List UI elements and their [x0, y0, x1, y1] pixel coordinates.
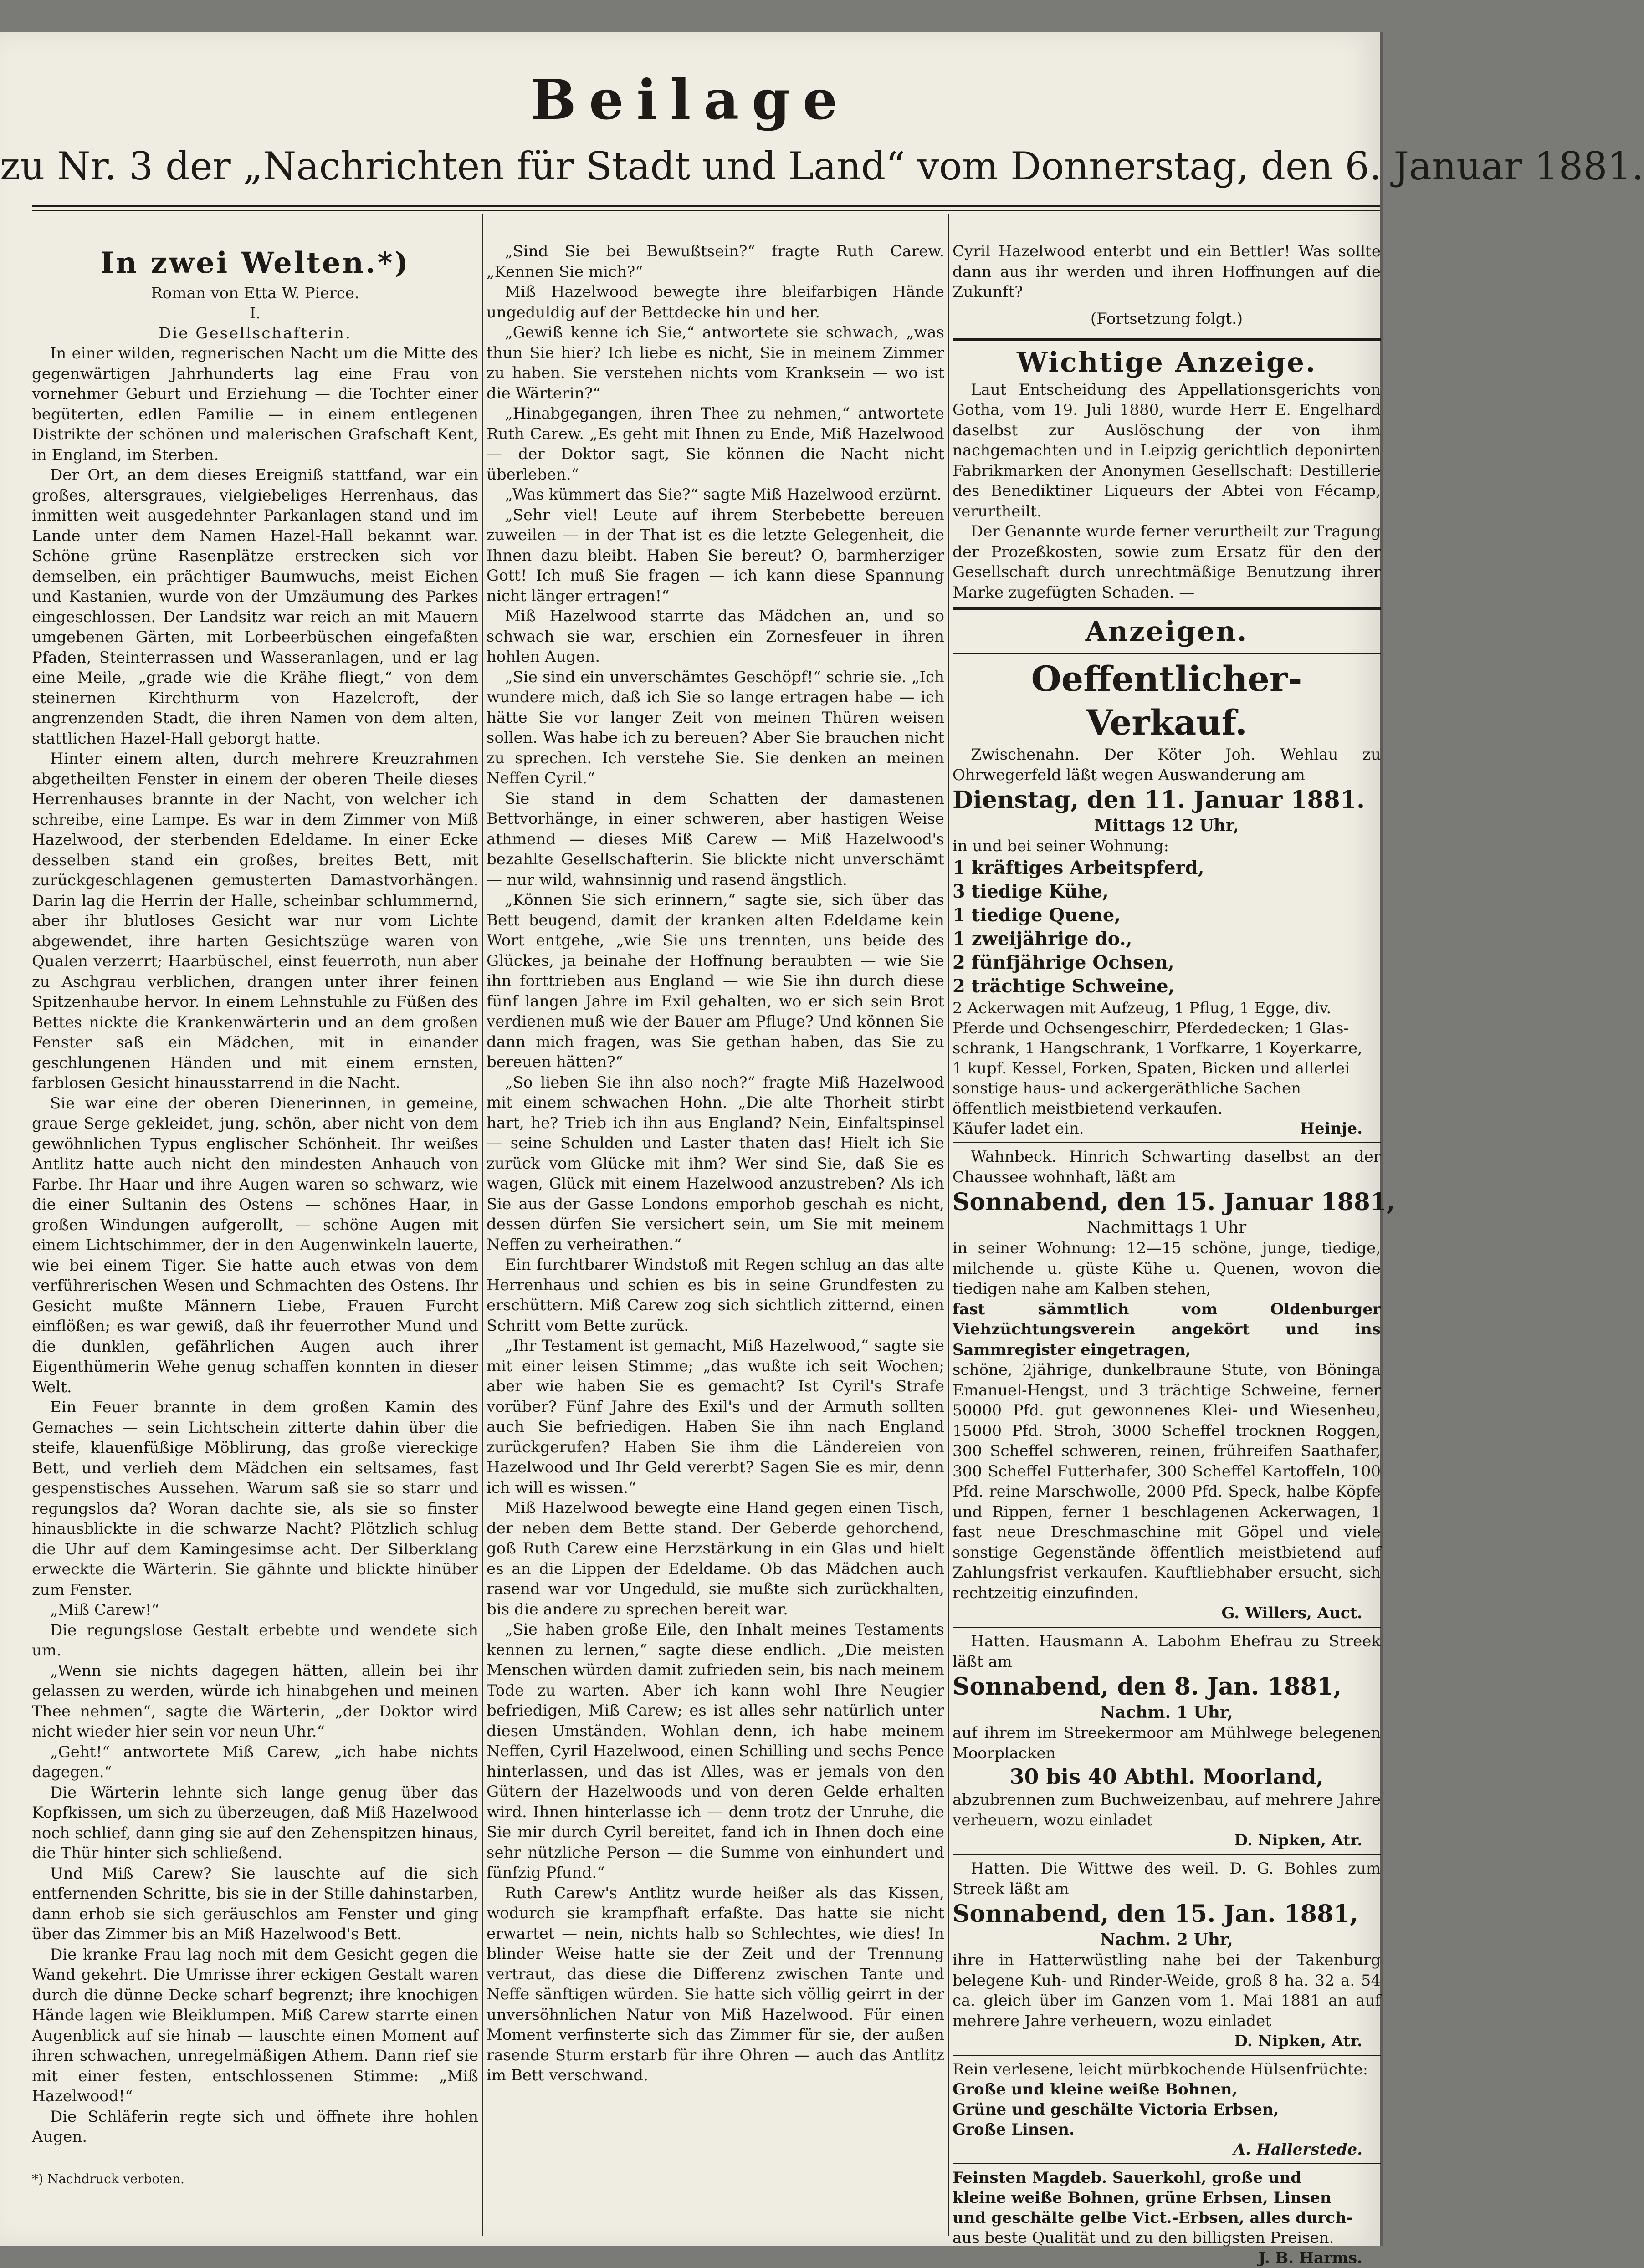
ad-time: Nachm. 1 Uhr, — [1100, 1703, 1233, 1722]
story-paragraph: Die Schläferin regte sich und öffnete ihre hohlen Augen. — [32, 2107, 478, 2146]
ad-time: Nachm. 2 Uhr, — [1100, 1930, 1233, 1949]
notice-text: Laut Entscheidung des Appellationsgerichts von Gotha, vom 19. Juli 1880, wurde Herr E. Engelhard daselbst zur Auslöschung der von ihm nachgemachten und in Leipzig gerichtlich deponirten Fabrikmarken der Anonymen Gesellschaft: Destillerie des Benediktiner Liqueurs der Abtei von Fécamp, verurtheilt. — [953, 380, 1381, 521]
ad-item: 1 tiedige Quene, — [953, 904, 1121, 926]
story-paragraph: Hinter einem alten, durch mehrere Kreuzrahmen abgetheilten Fenster in einem der oberen Theile dieses Herrenhauses brannte in der Nacht, von welcher ich schreibe, eine Lampe. Es war in dem Zimmer von Miß Hazelwood, der sterbenden Edeldame. In einer Ecke desselben stand ein großes, breites Bett, mit zurückgeschlagenen gemusterten Damastvorhängen. Darin lag die Herrin der Halle, scheinbar schlummernd, aber ihr blutloses Gesicht war nur vom Lichte abgewendet, ihre harten Gesichtszüge waren von Qualen verzerrt; Haarbüschel, einst feuerroth, nun aber zu Aschgrau verblichen, drangen unter ihrer feinen Spitzenhaube hervor. In einem Lehnstuhle zu Füßen des Bettes nickte die Krankenwärterin und an dem großen Fenster saß ein Mädchen, mit in einander geschlungenen Händen und mit einem ernsten, farblosen Gesicht hinausstarrend in die Nacht. — [32, 750, 478, 1092]
ad-line: in und bei seiner Wohnung: — [953, 837, 1169, 855]
ad-text: abzubrennen zum Buchweizenbau, auf mehrere Jahre verheuern, wozu einladet — [953, 1791, 1381, 1829]
masthead-rule — [32, 205, 1380, 207]
ad-rule — [953, 2055, 1381, 2056]
story-title: In zwei Welten.*) — [100, 246, 410, 280]
ad-item: 2 trächtige Schweine, — [953, 976, 1175, 997]
story-paragraph: „Sie haben große Eile, den Inhalt meines Testaments kennen zu lernen,“ sagte diese endlich. „Die meisten Menschen würden damit zufrieden sein, bis nach meinem Tode zu warten. Aber ich kann wohl Ihre Neugier befriedigen, Miß Carew; es ist alles sehr natürlich unter diesen Umständen. Wohlan denn, ich habe meinem Neffen, Cyril Hazelwood, einen Schilling und sechs Pence hinterlassen, und das ist Alles, was er jemals von den Gütern der Hazelwoods und von deren Gelde erhalten wird. Ihnen hinterlasse ich — denn trotz der Unruhe, die Sie mir durch Cyril bereitet, fand ich in Ihnen doch eine sehr nützliche Person — die Summe von einhundert und fünfzig Pfund.“ — [487, 1620, 944, 1882]
story-paragraph: Ein furchtbarer Windstoß mit Regen schlug an das alte Herrenhaus und schien es bis in seine Grundfesten zu erschüttern. Miß Carew zog sich sichtlich zitternd, einen Schritt vom Bette zurück. — [487, 1256, 944, 1335]
story-paragraph: „Miß Carew!“ — [50, 1601, 159, 1619]
section-rule — [953, 653, 1381, 654]
newspaper-page — [0, 32, 1644, 2267]
story-paragraph: Miß Hazelwood bewegte eine Hand gegen einen Tisch, der neben dem Bette stand. Der Geberde gehorchend, goß Ruth Carew eine Herzstärkung in ein Glas und hielt es an die Lippen der Edeldame. Ob das Mädchen auch rasend war vor Ungeduld, sie mußte sich zurückhalten, bis die andere zu sprechen bereit war. — [487, 1499, 944, 1619]
ad-text: ihre in Hatterwüstling nahe bei der Takenburg belegene Kuh- und Rinder-Weide, groß 8 ha. 32 a. 54 ca. gleich über im Ganzen vom 1. Mai 1881 an auf mehrere Jahre verheuern, wozu einladet — [953, 1951, 1381, 2030]
ad-intro: Hatten. Hausmann A. Labohm Ehefrau zu Streek läßt am — [953, 1632, 1381, 1671]
ad-signature: D. Nipken, Atr. — [1234, 1831, 1362, 1849]
ad-text: schöne, 2jährige, dunkelbraune Stute, von Böninga Emanuel-Hengst, und 3 trächtige Schweine, ferner 50000 Pfd. gut gewonnenes Klei- und Wiesenheu, 15000 Pfd. Stroh, 3000 Scheffel trocknen Roggen, 300 Scheffel schweren, reinen, frühreifen Saathafer, 300 Scheffel Futterhafer, 300 Scheffel Kartoffeln, 100 Pfd. reine Marschwolle, 2000 Pfd. Speck, halbe Köpfe und Rippen, ferner 1 beschlagenen Ackerwagen, 1 fast neue Dreschmaschine mit Göpel und viele sonstige Gegenstände öffentlich meistbietend auf Zahlungsfrist verkaufen. Kauftliebhaber ersucht, sich rechtzeitig einzufinden. — [953, 1361, 1381, 1602]
ad-line: sonstige haus- und ackergeräthliche Sachen — [953, 1079, 1301, 1098]
story-paragraph: „Geht!“ antwortete Miß Carew, „ich habe nichts dagegen.“ — [32, 1742, 478, 1781]
footnote: *) Nachdruck verboten. — [32, 2166, 223, 2187]
story-paragraph: „Sehr viel! Leute auf ihrem Sterbebette bereuen zuweilen — in der That ist es die letzte Gelegenheit, die Ihnen dazu bleibt. Haben Sie bereut? O, barmherziger Gott! Ich muß Sie fragen — ich kann diese Spannung nicht länger ertragen!“ — [487, 506, 944, 605]
story-paragraph: Ruth Carew's Antlitz wurde heißer als das Kissen, wodurch sie krampfhaft erfaßte. Das hatte sie nicht erwartet — nein, nichts halb so Schlechtes, wie dies! In blinder Weise hatte sie der Zeit und der Trennung vertraut, das diese die Differenz zwischen Tante und Neffe sänftigen würden. Sie hatte sich völlig geirrt in der unversöhnlichen Natur von Miß Hazelwood. Für einen Moment verfinsterte sich das Zimmer für sie, der außen rasende Sturm erstarb für ihre Ohren — auch das Antlitz im Bett verschwand. — [487, 1884, 944, 2084]
column-1 — [32, 241, 478, 2245]
column-divider-1 — [482, 214, 483, 2236]
chapter-number: I. — [249, 304, 261, 322]
column-3 — [953, 241, 1395, 2267]
story-paragraph: Miß Hazelwood bewegte ihre bleifarbigen Hände ungeduldig auf der Bettdecke hin und her. — [487, 283, 944, 322]
ad-item: 3 tiedige Kühe, — [953, 881, 1109, 902]
ad-date: Sonnabend, den 15. Jan. 1881, — [953, 1900, 1358, 1928]
ad-line: 1 kupf. Kessel, Forken, Spaten, Bicken und allerlei — [953, 1059, 1350, 1078]
story-paragraph: „Wenn sie nichts dagegen hätten, allein bei ihr gelassen zu werden, würde ich hinabgehen und meinen Thee nehmen“, sagte die Wärterin, „der Doktor wird nicht wieder hier sein vor neun Uhr.“ — [32, 1661, 478, 1741]
story-paragraph: Sie stand in dem Schatten der damastenen Bettvorhänge, in einer schweren, aber hastigen Weise athmend — dieses Miß Carew — Miß Hazelwood's bezahlte Gesellschafterin. Sie blickte nicht unverschämt — nur wild, wahnsinnig und rasend ängstlich. — [487, 789, 944, 889]
ad-line: Große und kleine weiße Bohnen, — [953, 2080, 1238, 2099]
ad-line: Grüne und geschälte Victoria Erbsen, — [953, 2100, 1279, 2119]
ad-date: Sonnabend, den 8. Jan. 1881, — [953, 1673, 1342, 1701]
section-rule — [953, 338, 1381, 341]
ad-line: und geschälte gelbe Vict.-Erbsen, alles durch- — [953, 2209, 1353, 2227]
story-paragraph: Ein Feuer brannte in dem großen Kamin des Gemaches — sein Lichtschein zitterte dahin über die steife, klauenfüßige Möblirung, das große viereckige Bett, und verlieh dem Mädchen ein seltsames, fast gespenstisches Aussehen. Warum saß sie so starr und regungslos da? Woran dachte sie, als sie so finster hinausblickte in die schwarze Nacht? Plötzlich schlug die Uhr auf dem Kamingesimse acht. Der Silberklang erweckte die Wärterin. Sie gähnte und blickte hinüber zum Fenster. — [32, 1398, 478, 1599]
masthead-subtitle: zu Nr. 3 der „Nachrichten für Stadt und Land“ vom Donnerstag, den 6. Januar 1881. — [0, 144, 1644, 189]
ad-rule — [953, 1854, 1381, 1855]
ad-signature: A. Hallerstede. — [1233, 2140, 1362, 2159]
ad-intro: Hatten. Die Wittwe des weil. D. G. Bohles zum Streek läßt am — [953, 1859, 1381, 1898]
ad-invite: Käufer ladet ein. — [953, 1119, 1084, 1138]
story-paragraph: „Sind Sie bei Bewußtsein?“ fragte Ruth Carew. „Kennen Sie mich?“ — [487, 242, 944, 281]
ad-rule — [953, 1627, 1381, 1628]
story-paragraph: In einer wilden, regnerischen Nacht um die Mitte des gegenwärtigen Jahrhunderts lag eine Frau von vornehmer Geburt und Erziehung — die Tochter einer begüterten, edlen Familie — in einem entlegenen Distrikte der schönen und malerischen Grafschaft Kent, in England, im Sterben. — [32, 344, 478, 464]
story-paragraph: Die regungslose Gestalt erbebte und wendete sich um. — [32, 1621, 478, 1660]
masthead-title: Beilage — [530, 68, 850, 132]
story-paragraph: Der Ort, an dem dieses Ereigniß stattfand, war ein großes, altersgraues, vielgiebeliges Herrenhaus, das inmitten weit ausgedehnter Parkanlagen stand und im Lande unter dem Namen Hazel-Hall bekannt war. Schöne grüne Rasenplätze erstrecken sich vor demselben, ein prächtiger Baumwuchs, meist Eichen und Kastanien, wurde von der Umzäumung des Parkes eingeschlossen. Der Landsitz war reich an mit Mauern umgebenen Gärten, mit Lorbeerbüschen eingefaßten Pfaden, Steinterrassen und Wasseranlagen, und er lag eine Meile, „grade wie die Krähe fliegt,“ von dem steinernen Kirchthurm von Hazelcroft, der angrenzenden Stadt, die ihren Namen von dem alten, stattlichen Hazel-Hall geborgt hatte. — [32, 466, 478, 748]
story-paragraph: „Ihr Testament ist gemacht, Miß Hazelwood,“ sagte sie mit einer leisen Stimme; „das wußte ich seit Wochen; aber wie haben Sie es gemacht? Ist Cyril's Strafe vorüber? Fünf Jahre des Exil's und der Armuth sollten auch Sie befriedigen. Haben Sie ihn nach England zurückgerufen? Haben Sie ihm die Ländereien von Hazelwood und Ihr Geld vererbt? Sagen Sie es mir, denn ich will es wissen.“ — [487, 1337, 944, 1497]
ad-date: Dienstag, den 11. Januar 1881. — [953, 786, 1365, 814]
story-paragraph: Cyril Hazelwood enterbt und ein Bettler! Was sollte dann aus ihr werden und ihren Hoffnungen auf die Zukunft? — [953, 242, 1381, 301]
ad-signature: Heinje. — [1300, 1119, 1362, 1138]
chapter-title: Die Gesellschafterin. — [159, 324, 352, 342]
ad-signature-row — [953, 1119, 1381, 1139]
ad-line: Große Linsen. — [953, 2120, 1075, 2139]
story-paragraph: Die Wärterin lehnte sich lange genug über das Kopfkissen, um sich zu überzeugen, daß Miß Hazelwood noch schlief, dann ging sie auf den Zehenspitzen hinaus, die Thür hinter sich schließend. — [32, 1783, 478, 1862]
section-rule — [953, 607, 1381, 610]
continuation-note: (Fortsetzung folgt.) — [1090, 309, 1243, 328]
ad-line: Pferde und Ochsengeschirr, Pferdedecken; 1 Glas- — [953, 1019, 1349, 1037]
ad-item: 1 kräftiges Arbeitspferd, — [953, 857, 1204, 879]
story-paragraph: „Gewiß kenne ich Sie,“ antwortete sie schwach, „was thun Sie hier? Ich liebe es nicht, Sie in meinem Zimmer zu haben. Sie verstehen nichts vom Kranksein — wo ist die Wärterin?“ — [487, 323, 944, 403]
ads-title: Anzeigen. — [1085, 616, 1248, 648]
story-paragraph: „Können Sie sich erinnern,“ sagte sie, sich über das Bett beugend, damit der kranken alten Edeldame kein Wort entgehe, „wie Sie uns trennten, uns beide des Glückes, ja beinahe der Hoffnung beraubten — wie Sie ihn forttrieben aus England — wie Sie ihn durch diese fünf langen Jahre im Exil gehalten, wo er sich sein Brot verdienen muß wie der Bauer am Pfluge? Und können Sie dann mich fragen, was Sie gethan haben, das Sie zu bereuen hätten?“ — [487, 891, 944, 1071]
ad-text: in seiner Wohnung: 12—15 schöne, junge, tiedige, milchende u. güste Kühe u. Quenen, wovon die tiedigen nahe am Kalben stehen, — [953, 1239, 1381, 1298]
ad-line: aus beste Qualität und zu den billigsten Preisen. — [953, 2229, 1334, 2247]
story-paragraph: „Sie sind ein unverschämtes Geschöpf!“ schrie sie. „Ich wundere mich, daß ich Sie so lange ertragen habe — ich hätte Sie vor langer Zeit von meinen Thüren weisen sollen. Was habe ich zu bereuen? Aber Sie brauchen nicht zu sprechen. Ich verstehe Sie. Sie denken an meinen Neffen Cyril.“ — [487, 668, 944, 787]
masthead — [0, 68, 1644, 191]
story-paragraph: Miß Hazelwood starrte das Mädchen an, und so schwach sie war, erschien ein Zornesfeuer in ihren hohlen Augen. — [487, 607, 944, 666]
ad-line: 2 Ackerwagen mit Aufzeug, 1 Pflug, 1 Egge, div. — [953, 999, 1332, 1017]
story-paragraph: „Was kümmert das Sie?“ sagte Miß Hazelwood erzürnt. — [505, 485, 942, 504]
story-paragraph: Sie war eine der oberen Dienerinnen, in gemeine, graue Serge gekleidet, jung, schön, aber nicht von dem gewöhnlichen Typus englischer Schönheit. Ihr weißes Antlitz hatte auch nicht den mindesten Anhauch von Farbe. Ihr Haar und ihre Augen waren so schwarz, wie die einer Sultanin des Ostens — schönes Haar, in großen Windungen aufgerollt, — schöne Augen mit einem Lichtschimmer, der in den Augenwinkeln lauerte, wie bei einem Tiger. Sie hatte auch etwas von dem verführerischen Wesen und Schmachten des Ostens. Ihr Gesicht mußte Männern Liebe, Frauen Furcht einflößen; es war gewiß, daß ihr feuerrother Mund und die dunklen, gefährlichen Augen auch ihrer Eigenthümerin Wehe genug schaffen konnten in dieser Welt. — [32, 1094, 478, 1396]
story-paragraph: „So lieben Sie ihn also noch?“ fragte Miß Hazelwood mit einem schwachen Hohn. „Die alte Thorheit stirbt hart, he? Trieb ich ihn aus England? Nein, Einfaltspinsel — seine Schulden und Laster thaten das! Hielt ich Sie zurück vom Glücke mit ihm? Wer sind Sie, daß Sie es wagen, Glück mit einem Hazelwood anzustreben? Als ich Sie aus der Gasse Londons emporhob geschah es nicht, dessen dürfen Sie versichert sein, um Sie mit meinem Neffen zu verheirathen.“ — [487, 1073, 944, 1254]
notice-text: Der Genannte wurde ferner verurtheilt zur Tragung der Prozeßkosten, sowie zum Ersatz für den der Gesellschaft durch unrechtmäßige Benutzung ihrer Marke zugefügten Schaden. — — [953, 522, 1381, 602]
column-divider-2 — [948, 214, 949, 2236]
column-2 — [487, 241, 944, 2245]
ad-date: Sonnabend, den 15. Januar 1881, — [953, 1188, 1395, 1216]
ad-text: auf ihrem im Streekermoor am Mühlwege belegenen Moorplacken — [953, 1724, 1381, 1762]
story-paragraph: Und Miß Carew? Sie lauschte auf die sich entfernenden Schritte, bis sie in der Stille dahinstarben, dann erhob sie sich geräuschlos am Fenster und ging über das Zimmer bis an Miß Hazelwood's Bett. — [32, 1864, 478, 1943]
ad-line: Rein verlesene, leicht mürbkochende Hülsenfrüchte: — [953, 2060, 1368, 2079]
ad-rule — [953, 2163, 1381, 2164]
ad-line: öffentlich meistbietend verkaufen. — [953, 1099, 1223, 1118]
notice-title: Wichtige Anzeige. — [1016, 346, 1317, 378]
ad-line: schrank, 1 Hangschrank, 1 Vorfkarre, 1 Koyerkarre, — [953, 1039, 1362, 1057]
ad-item: 1 zweijährige do., — [953, 928, 1132, 950]
sale-title: Oeffentlicher-Verkauf. — [1031, 659, 1302, 743]
story-byline: Roman von Etta W. Pierce. — [151, 284, 359, 302]
masthead-rule-thin — [32, 210, 1380, 211]
ad-line: Feinsten Magdeb. Sauerkohl, große und — [953, 2169, 1302, 2187]
ad-signature: G. Willers, Auct. — [1221, 1604, 1362, 1622]
ad-item: 2 fünfjährige Ochsen, — [953, 952, 1174, 973]
ad-time: Nachmittags 1 Uhr — [1086, 1218, 1247, 1237]
ad-line: kleine weiße Bohnen, grüne Erbsen, Linsen — [953, 2189, 1332, 2207]
ad-item: 30 bis 40 Abthl. Moorland, — [1009, 1764, 1324, 1789]
ad-intro: Wahnbeck. Hinrich Schwarting daselbst an der Chaussee wohnhaft, läßt am — [953, 1148, 1381, 1186]
story-paragraph: „Hinabgegangen, ihren Thee zu nehmen,“ antwortete Ruth Carew. „Es geht mit Ihnen zu Ende, Miß Hazelwood — der Doktor sagt, Sie können die Nacht nicht überleben.“ — [487, 404, 944, 484]
ad-signature: J. B. Harms. — [1258, 2249, 1362, 2267]
ad-intro: Zwischenahn. Der Köter Joh. Wehlau zu Ohrwegerfeld läßt wegen Auswanderung am — [953, 746, 1381, 784]
ad-signature: D. Nipken, Atr. — [1234, 2032, 1362, 2050]
ad-time: Mittags 12 Uhr, — [1094, 816, 1239, 835]
ad-text-bold: fast sämmtlich vom Oldenburger Viehzüchtungsverein angekört und ins Sammregister eingetragen, — [953, 1300, 1381, 1359]
story-paragraph: Die kranke Frau lag noch mit dem Gesicht gegen die Wand gekehrt. Die Umrisse ihrer eckigen Gestalt waren durch die dünne Decke scharf begrenzt; ihre knochigen Hände lagen wie Bleiklumpen. Miß Carew starrte einen Augenblick auf sie hinab — lauschte einen Moment auf ihren schwachen, unregelmäßigen Athem. Dann rief sie mit einer festen, entschlossenen Stimme: „Miß Hazelwood!“ — [32, 1945, 478, 2105]
ad-rule — [953, 1142, 1381, 1143]
